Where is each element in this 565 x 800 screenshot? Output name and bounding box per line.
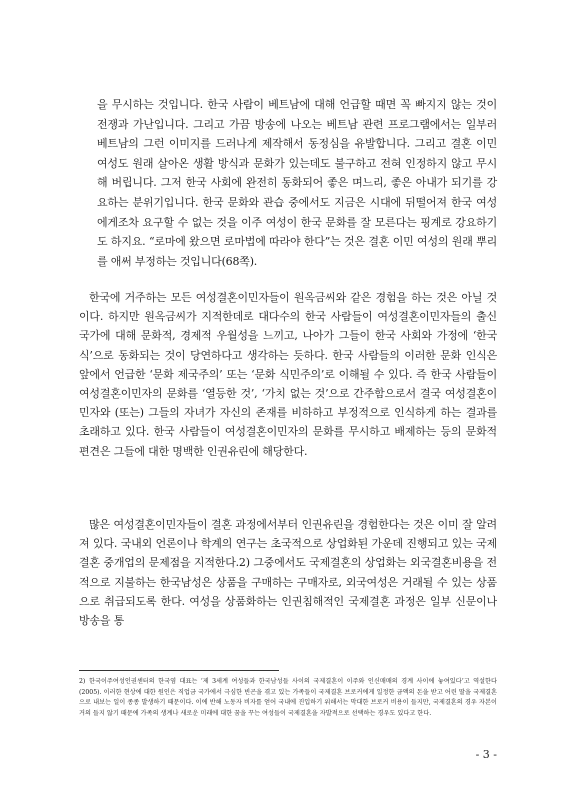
footnote-divider bbox=[79, 670, 279, 671]
page-number: - 3 - bbox=[475, 748, 497, 761]
footnote-marker: 2) bbox=[79, 678, 86, 685]
footnote-text: 한국이주여성인권센터의 한국염 대표는 ‘제 3세계 여성들과 한국남성들 사이의 국제결혼이 이주와 인신매매의 경계 사이에 놓여있다’고 역설한다(2005). 이러한 현상에 대한 원인은 직업금 국가에서 극심한 빈곤을 겪고 있는 가족들이 국제결혼 브로커에게 일정한 금액의 돈을 받고 어린 딸을 국제결혼으로 내보는 일이 종종 발생하기 때문이다. 이에 반해 노동자 비자를 얻어 국내에 진입하기 위해서는 막대한 브로커 비용이 들지만, 국제결혼의 경우 자본이 거의 들지 않기 때문에 가족의 생계나 새로운 미래에 대한 꿈을 꾸는 여성들이 국제결혼을 자발적으로 선택하는 경우도 있다고 한다. bbox=[79, 678, 497, 717]
paragraph-text: 많은 여성결혼이민자들이 결혼 과정에서부터 인권유린을 경험한다는 것은 이미 잘 알려져 있다. 국내외 언론이나 학계의 연구는 초국적으로 상업화된 가운데 진행되고 있는 국제결혼 중개업의 문제점을 지적한다.2) 그중에서도 국제결혼의 상업화는 외국결혼비용을 전적으로 지불하는 한국남성은 상품을 구매하는 구매자로, 외국여성은 거래될 수 있는 상품으로 취급되도록 한다. 여성을 상품화하는 인권침해적인 국제결혼 과정은 일부 신문이나 방송을 통 bbox=[79, 518, 497, 628]
paragraph-text: 한국에 거주하는 모든 여성결혼이민자들이 원옥금씨와 같은 경험을 하는 것은 아닐 것이다. 하지만 원옥금씨가 지적한데로 대다수의 한국 사람들이 여성결혼이민자들의 출신 국가에 대해 문화적, 경제적 우월성을 느끼고, 나아가 그들이 한국 사회와 가정에 ‘한국식’으로 동화되는 것이 당연하다고 생각하는 듯하다. 한국 사람들의 이러한 문화 인식은 앞에서 언급한 ‘문화 제국주의’ 또는 ‘문화 식민주의’로 이해될 수 있다. 즉 한국 사람들이 여성결혼이민자의 문화를 ‘열등한 것’, ‘가치 없는 것’으로 간주함으로서 결국 여성결혼이민자와 (또는) 그들의 자녀가 자신의 존재를 비하하고 부정적으로 인식하게 하는 결과를 초래하고 있다. 한국 사람들이 여성결혼이민자의 문화를 무시하고 배제하는 등의 문화적 편견은 그들에 대한 명백한 인권유린에 해당한다. bbox=[79, 291, 497, 458]
body-paragraph-1 bbox=[79, 288, 497, 461]
quote-text: 을 무시하는 것입니다. 한국 사람이 베트남에 대해 언급할 때면 꼭 빠지지 않는 것이 전쟁과 가난입니다. 그리고 가끔 방송에 나오는 베트남 관련 프로그램에서는 일부러 베트남의 그런 이미지를 드러나게 제작해서 동정심을 유발합니다. 그리고 결혼 이민 여성도 원래 살아온 생활 방식과 문화가 있는데도 불구하고 전혀 인정하지 않고 무시해 버립니다. 그저 한국 사회에 완전히 동화되어 좋은 며느리, 좋은 아내가 되기를 강요하는 분위기입니다. 한국 문화와 관습 중에서도 지금은 시대에 뒤떨어져 한국 여성에게조차 요구할 수 없는 것을 이주 여성이 한국 문화를 잘 모른다는 핑계로 강요하기도 하지요. “로마에 왔으면 로마법에 따라야 한다”는 것은 결혼 이민 여성의 원래 뿌리를 애써 부정하는 것입니다(68쪽). bbox=[97, 98, 497, 268]
footnote bbox=[79, 677, 497, 719]
block-quote bbox=[97, 95, 497, 271]
body-paragraph-2 bbox=[79, 515, 497, 630]
